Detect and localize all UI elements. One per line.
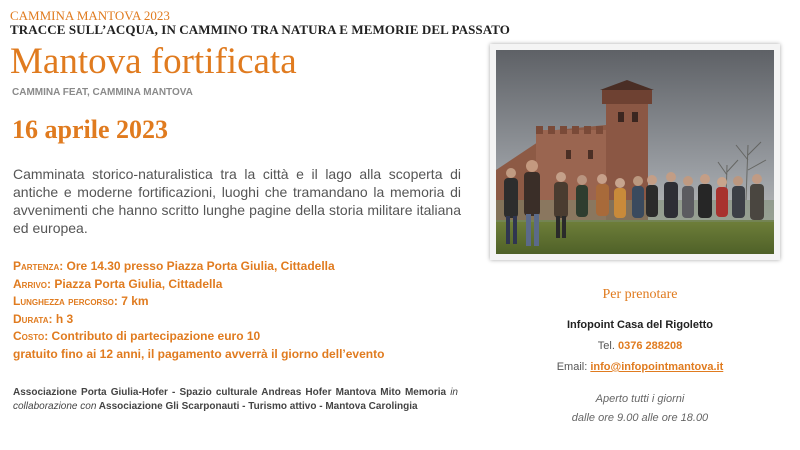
opening-days: Aperto tutti i giorni (595, 393, 685, 405)
event-description: Camminata storico-naturalistica tra la città e il lago alla scoperta di antiche e moderne fortificazioni, luoghi che tramandano la memoria di avvenimenti che hanno scritto lunghe pagine della storia militare italiana ed europea. (13, 166, 461, 236)
event-authors: CAMMINA FEAT, CAMMINA MANTOVA (12, 87, 193, 98)
organizer-primary: Associazione Porta Giulia-Hofer - Spazio culturale Andreas Hofer Mantova Mito Memoria (13, 387, 451, 398)
series-title: CAMMINA MANTOVA 2023 (10, 8, 170, 23)
organizers-credits (13, 386, 458, 413)
page-title: Mantova fortificata (10, 41, 297, 82)
detail-value: Contributo di partecipazione euro 10 (48, 329, 261, 343)
booking-info (530, 287, 750, 424)
booking-email (530, 361, 750, 373)
collaboration-label: in collaborazione con (13, 387, 458, 412)
castle-tower-photo (496, 50, 774, 254)
detail-label: Durata: (13, 311, 53, 326)
series-subtitle: TRACCE SULL’ACQUA, IN CAMMINO TRA NATURA E MEMORIE DEL PASSATO (10, 22, 511, 37)
event-date: 16 aprile 2023 (12, 115, 168, 144)
detail-value: Piazza Porta Giulia, Cittadella (51, 276, 223, 291)
phone-label: Tel. (597, 340, 618, 352)
opening-hours: dalle ore 9.00 alle ore 18.00 (571, 412, 709, 424)
booking-title: Per prenotare (602, 287, 678, 302)
detail-departure (13, 258, 384, 276)
email-link[interactable]: info@infopointmantova.it (590, 361, 724, 373)
detail-cost-note: gratuito fino ai 12 anni, il pagamento avverrà il giorno dell’evento (13, 346, 385, 361)
detail-value: Ore 14.30 presso Piazza Porta Giulia, Cittadella (63, 259, 335, 273)
detail-duration (13, 311, 384, 329)
event-details (13, 258, 384, 363)
detail-length (13, 293, 384, 311)
booking-phone (530, 340, 750, 352)
event-photo (490, 44, 780, 260)
detail-label: Costo: (13, 329, 49, 343)
detail-arrival (13, 276, 384, 294)
detail-label: Partenza: (13, 259, 64, 273)
detail-label: Arrivo: (13, 276, 51, 291)
organizer-partners: Associazione Gli Scarponauti - Turismo attivo - Mantova Carolingia (96, 400, 418, 412)
detail-cost (13, 328, 384, 346)
detail-value: 7 km (117, 294, 149, 308)
booking-office: Infopoint Casa del Rigoletto (566, 319, 714, 331)
detail-label: Lunghezza percorso: (13, 294, 118, 308)
phone-number: 0376 288208 (617, 340, 683, 352)
email-label: Email: (556, 361, 591, 373)
detail-value: h 3 (52, 311, 74, 326)
